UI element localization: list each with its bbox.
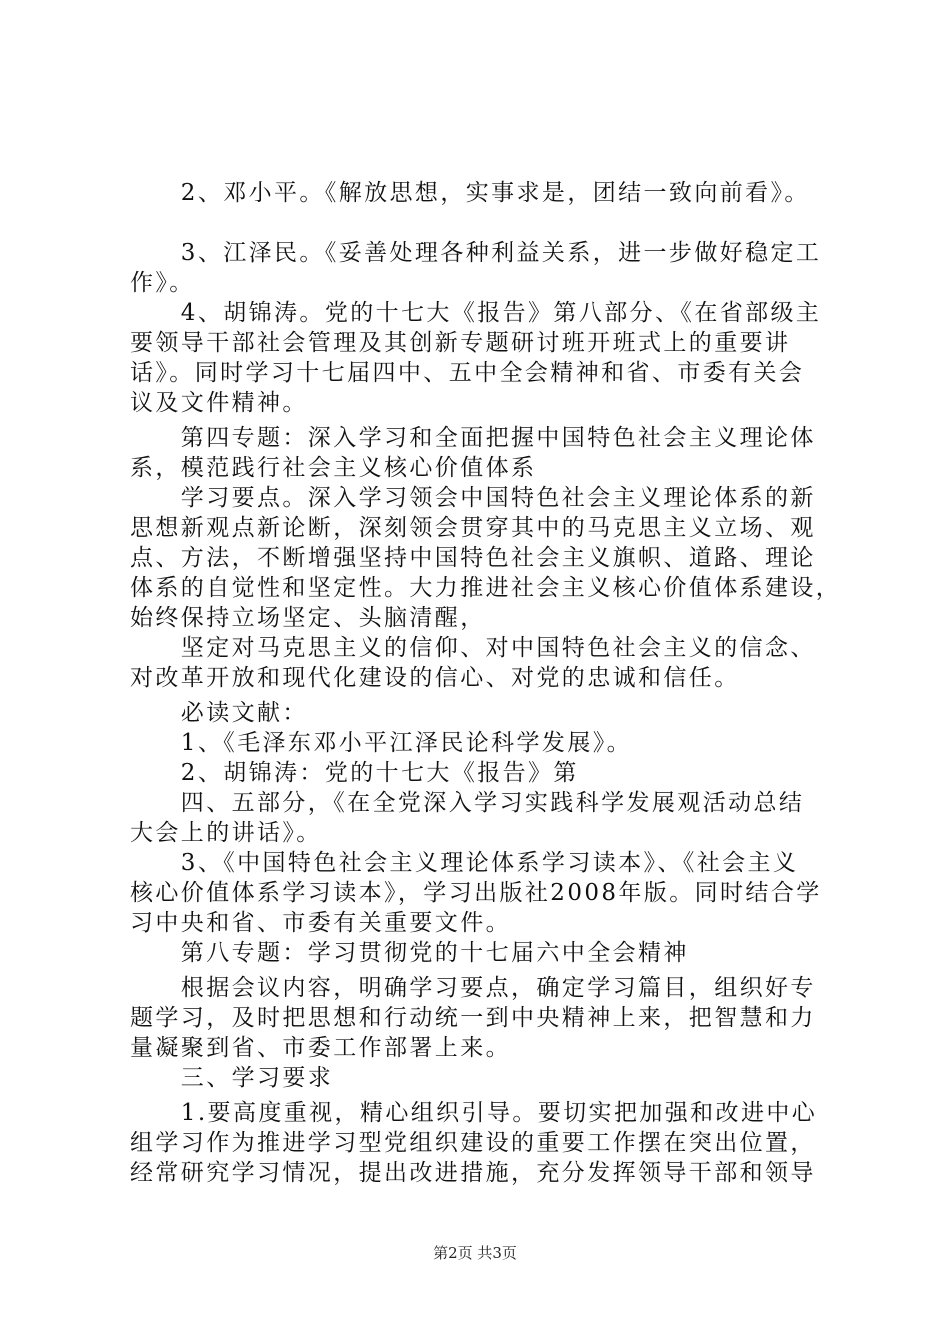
- page-number-footer: 第2页 共3页: [433, 1244, 517, 1262]
- text-line: 必读文献：: [130, 700, 308, 726]
- text-line: 四、五部分，《在全党深入学习实践科学发展观活动总结: [130, 790, 805, 816]
- section-heading: 第四专题：深入学习和全面把握中国特色社会主义理论体: [130, 425, 816, 451]
- text-line: 核心价值体系学习读本》，学习出版社2008年版。同时结合学: [130, 880, 822, 906]
- text-line: 1、《毛泽东邓小平江泽民论科学发展》。: [130, 730, 633, 756]
- text-line: 议及文件精神。: [130, 390, 308, 416]
- text-line: 学习要点。深入学习领会中国特色社会主义理论体系的新: [130, 485, 816, 511]
- text-line: 点、方法，不断增强坚持中国特色社会主义旗帜、道路、理论: [130, 545, 816, 571]
- text-line: 组学习作为推进学习型党组织建设的重要工作摆在突出位置，: [130, 1130, 816, 1156]
- text-line: 话》。同时学习十七届四中、五中全会精神和省、市委有关会: [130, 360, 805, 386]
- text-line: 要领导干部社会管理及其创新专题研讨班开班式上的重要讲: [130, 330, 791, 356]
- text-line: 2、胡锦涛：党的十七大《报告》第: [130, 760, 579, 786]
- text-line: 对改革开放和现代化建设的信心、对党的忠诚和信任。: [130, 665, 740, 691]
- text-line: 始终保持立场坚定、头脑清醒，: [130, 605, 486, 631]
- text-line: 根据会议内容，明确学习要点，确定学习篇目，组织好专: [130, 975, 816, 1001]
- section-heading: 三、学习要求: [130, 1065, 334, 1091]
- text-line: 体系的自觉性和坚定性。大力推进社会主义核心价值体系建设，: [130, 575, 842, 601]
- section-heading: 系，模范践行社会主义核心价值体系: [130, 455, 537, 481]
- text-line: 作》。: [130, 270, 195, 296]
- text-line: 4、胡锦涛。党的十七大《报告》第八部分、《在省部级主: [130, 300, 822, 326]
- text-line: 大会上的讲话》。: [130, 820, 322, 846]
- text-line: 坚定对马克思主义的信仰、对中国特色社会主义的信念、: [130, 635, 816, 661]
- text-line: 1.要高度重视，精心组织引导。要切实把加强和改进中心: [130, 1100, 818, 1126]
- text-line: 3、《中国特色社会主义理论体系学习读本》、《社会主义: [130, 850, 799, 876]
- text-line: 思想新观点新论断，深刻领会贯穿其中的马克思主义立场、观: [130, 515, 816, 541]
- text-line: 量凝聚到省、市委工作部署上来。: [130, 1035, 511, 1061]
- text-line: 2、邓小平。《解放思想，实事求是，团结一致向前看》。: [130, 180, 810, 206]
- text-line: 题学习，及时把思想和行动统一到中央精神上来，把智慧和力: [130, 1005, 816, 1031]
- section-heading: 第八专题：学习贯彻党的十七届六中全会精神: [130, 940, 689, 966]
- text-line: 3、江泽民。《妥善处理各种利益关系，进一步做好稳定工: [130, 240, 822, 266]
- text-line: 经常研究学习情况，提出改进措施，充分发挥领导干部和领导: [130, 1160, 816, 1186]
- text-line: 习中央和省、市委有关重要文件。: [130, 910, 511, 936]
